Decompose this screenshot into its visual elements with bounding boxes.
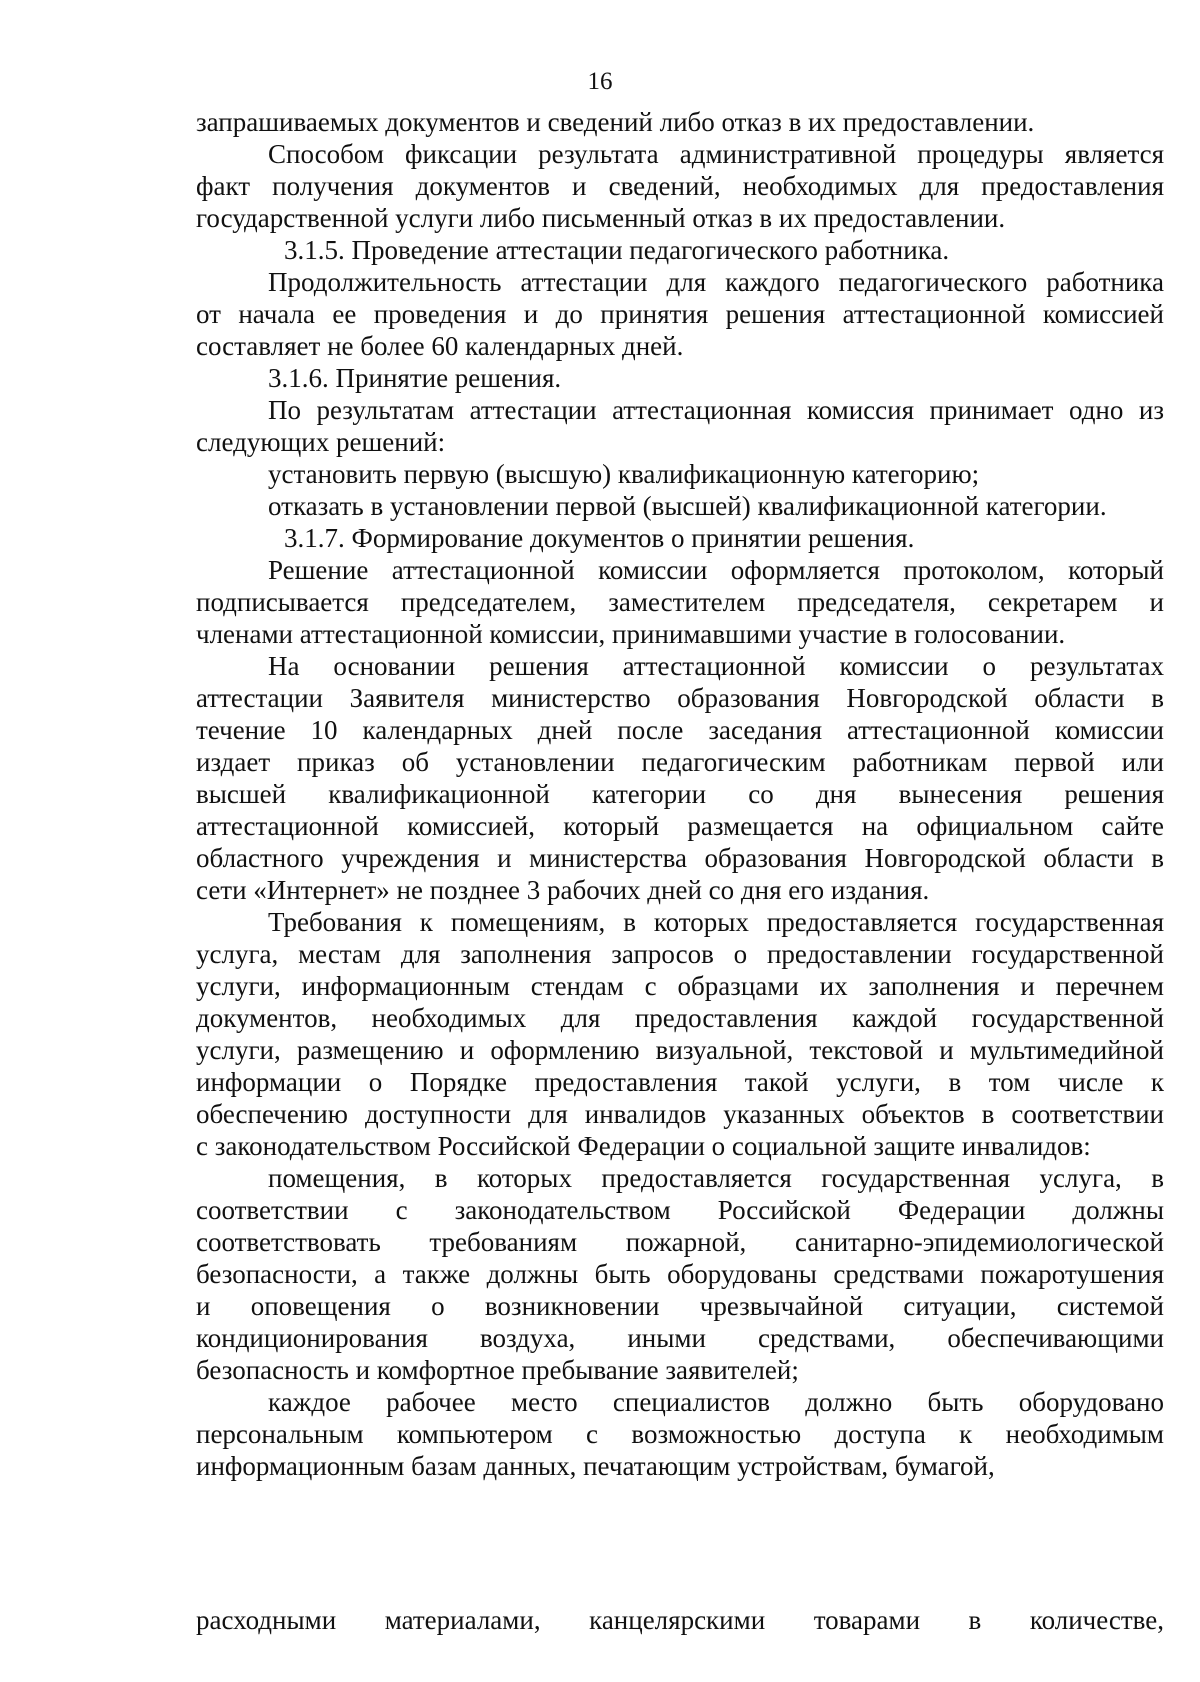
- text-line: государственной услуги либо письменный отказ в их предоставлении.: [196, 203, 1006, 233]
- text-line: Продолжительность аттестации для каждого педагогического работника: [268, 267, 1164, 297]
- text-line: услуги, размещению и оформлению визуальной, текстовой и мультимедийной: [196, 1035, 1164, 1065]
- text-line: каждое рабочее место специалистов должно быть оборудовано: [268, 1387, 1164, 1417]
- text-line: 3.1.7. Формирование документов о принятии решения.: [284, 523, 915, 553]
- text-line: безопасность и комфортное пребывание заявителей;: [196, 1355, 799, 1385]
- text-line: составляет не более 60 календарных дней.: [196, 331, 684, 361]
- text-line: соответствовать требованиям пожарной, санитарно-эпидемиологической: [196, 1227, 1164, 1257]
- text-line: и оповещения о возникновении чрезвычайной ситуации, системой: [196, 1291, 1164, 1321]
- text-line: высшей квалификационной категории со дня вынесения решения: [196, 779, 1164, 809]
- text-line: установить первую (высшую) квалификационную категорию;: [268, 459, 980, 489]
- text-line: от начала ее проведения и до принятия решения аттестационной комиссией: [196, 299, 1164, 329]
- text-line: услуга, местам для заполнения запросов о предоставлении государственной: [196, 939, 1164, 969]
- text-line: отказать в установлении первой (высшей) квалификационной категории.: [268, 491, 1107, 521]
- document-body: [196, 106, 1164, 1482]
- text-line: обеспечению доступности для инвалидов указанных объектов в соответствии: [196, 1099, 1164, 1129]
- text-line: кондиционирования воздуха, иными средствами, обеспечивающими: [196, 1323, 1164, 1353]
- text-line: помещения, в которых предоставляется государственная услуга, в: [268, 1163, 1164, 1193]
- text-line: членами аттестационной комиссии, принимавшими участие в голосовании.: [196, 619, 1066, 649]
- text-line: безопасности, а также должны быть оборудованы средствами пожаротушения: [196, 1259, 1164, 1289]
- text-line: документов, необходимых для предоставления каждой государственной: [196, 1003, 1164, 1033]
- text-line: По результатам аттестации аттестационная комиссия принимает одно из: [268, 395, 1164, 425]
- text-line: аттестации Заявителя министерство образования Новгородской области в: [196, 683, 1164, 713]
- text-line: Требования к помещениям, в которых предоставляется государственная: [268, 907, 1164, 937]
- text-line: аттестационной комиссией, который размещается на официальном сайте: [196, 811, 1164, 841]
- page-number: 16: [587, 68, 613, 95]
- text-line: течение 10 календарных дней после заседания аттестационной комиссии: [196, 715, 1164, 745]
- text-line: следующих решений:: [196, 427, 446, 457]
- text-line: подписывается председателем, заместителем председателя, секретарем и: [196, 587, 1164, 617]
- text-line: с законодательством Российской Федерации о социальной защите инвалидов:: [196, 1131, 1091, 1161]
- text-line: персональным компьютером с возможностью доступа к необходимым: [196, 1419, 1164, 1449]
- text-line: Способом фиксации результата административной процедуры является: [268, 139, 1164, 169]
- text-line-tail: расходными материалами, канцелярскими товарами в количестве,: [196, 1605, 1164, 1635]
- text-line: областного учреждения и министерства образования Новгородской области в: [196, 843, 1164, 873]
- document-tail: [196, 1604, 1164, 1636]
- text-line: Решение аттестационной комиссии оформляется протоколом, который: [268, 555, 1164, 585]
- text-line: информационным базам данных, печатающим устройствам, бумагой,: [196, 1451, 995, 1481]
- text-line: запрашиваемых документов и сведений либо отказ в их предоставлении.: [196, 107, 1035, 137]
- text-line: сети «Интернет» не позднее 3 рабочих дней со дня его издания.: [196, 875, 930, 905]
- text-line: информации о Порядке предоставления такой услуги, в том числе к: [196, 1067, 1164, 1097]
- text-line: На основании решения аттестационной комиссии о результатах: [268, 651, 1164, 681]
- text-line: факт получения документов и сведений, необходимых для предоставления: [196, 171, 1164, 201]
- text-line: услуги, информационным стендам с образцами их заполнения и перечнем: [196, 971, 1164, 1001]
- text-line: 3.1.6. Принятие решения.: [268, 363, 562, 393]
- text-line: 3.1.5. Проведение аттестации педагогического работника.: [284, 235, 950, 265]
- text-line: соответствии с законодательством Российской Федерации должны: [196, 1195, 1164, 1225]
- text-line: издает приказ об установлении педагогическим работникам первой или: [196, 747, 1164, 777]
